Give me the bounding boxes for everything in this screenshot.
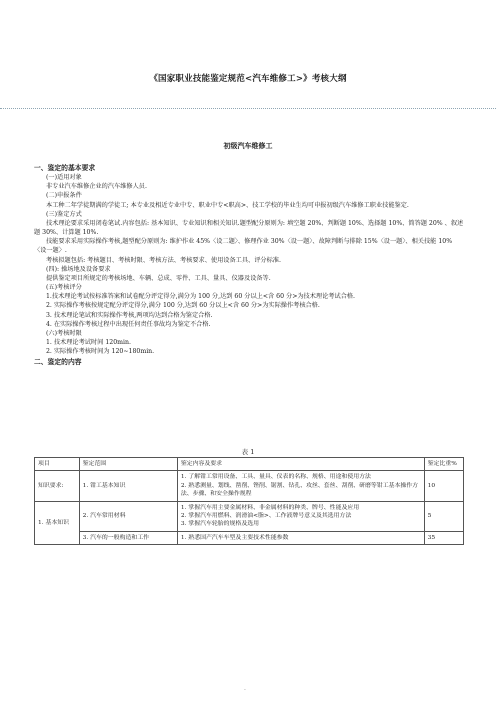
dotted-divider [0,108,496,109]
paragraph-application: 本工种二年学徒期满的学徒工; 本专业及相近专业中专、职业中专<职高>、技工学校的毕业生均可申报初级汽车维修工职业技能鉴定. [46,201,409,209]
paragraph-venue: 提供鉴定项目所规定的考核场地、车辆、总成、零件、工具、量具、仪器及设备等. [46,274,271,282]
subheading-time-limit: (六)考核时限 [46,329,82,337]
cell-scope: 2. 汽车常用材料 [79,501,177,531]
paragraph-skill-exam: 技能要求采用实际操作考核,题型配分原则为: 维护作业 45%〈设二题〉、修理作业 30%〈设一题〉、故障判断与排除 15%〈设一题〉、相关技能 10%〈设一题〉. [34,238,453,255]
paragraph-exam-items: 考核拟题包括: 考核题目、考核时限、考核方法、考核要求、使用设备工具、评分标准. [46,256,281,264]
scoring-item-4: 4. 在实际操作考核过程中出现任何责任事故均为鉴定不合格. [46,320,211,328]
paragraph-theory-exam: 技术理论要求采用闭卷笔试.内容包括: 基本知识、专业知识和相关知识.题型配分原则为: 填空题 20%、判断题 10%、选择题 10%、简答题 20% 、叙述题 30%、计算题 10%. [34,219,464,237]
subheading-scoring: (五)考核评分 [46,284,82,292]
table-row [35,531,464,544]
assessment-table [34,457,464,545]
cell-scope: 1. 钳工基本知识 [79,471,177,501]
table-row [35,501,464,531]
cell-content [177,531,424,544]
content-line: 2. 掌握汽车用燃料、润滑油<脂>、工作液牌号意义及其选用方法 [180,512,352,519]
paragraph-target: 非专业汽车维修企业的汽车维修人员. [46,183,147,191]
cell-weight: 35 [424,531,463,544]
subheading-method: (三)鉴定方式 [46,210,82,218]
content-line: 1. 熟悉国产汽车车型及主要技术性能参数 [180,534,289,541]
scoring-item-3: 3. 技术理论笔试和实际操作考核,两项均达到合格为鉴定合格. [46,311,213,319]
content-line: 1. 掌握汽车用主要金属材料、非金属材料的种类、牌号、性能及应用 [180,504,360,511]
document-body [34,163,464,368]
cell-project: 知识要求: [35,471,80,501]
cell-content [177,501,424,531]
content-line: 1. 了解钳工常用设备、工具、量具、仪表的名称、规格、用途和使用方法 [180,474,371,481]
time-limit-item-2: 2. 实际操作考核时间为 120~180min. [46,348,155,356]
page-marker: . [244,685,246,692]
cell-content [177,471,424,501]
content-line: 2. 熟悉测量、划线、凿削、锉削、锯割、钻孔、攻丝、套丝、刮削、研磨等钳工基本操作方法、步骤、和安全操作规程 [180,482,419,498]
cell-project: 1. 基本知识 [35,501,80,545]
header-weight: 鉴定比重% [424,458,463,471]
scoring-item-1: 1.技术理论考试按标准答案和试卷配分评定得分,满分为 100 分,达到 60 分以上<含 60 分>为技术理论考试合格. [46,293,356,301]
header-scope: 鉴定范围 [79,458,177,471]
cell-scope: 3. 汽车的一般构造和工作 [79,531,177,544]
section-heading-content: 二、鉴定的内容 [34,358,82,367]
subheading-target: (一)适用对象 [46,174,82,182]
scoring-item-2: 2. 实际操作考核按规定配分评定得分,满分 100 分,达到 60 分以上<含 60 分>为实际操作考核合格. [46,302,320,310]
section-heading-basic-requirements: 一、鉴定的基本要求 [34,164,96,172]
table-header-row [35,458,464,471]
content-line: 3. 掌握汽车轮胎的规格及选用 [180,521,259,528]
document-subtitle: 初级汽车维修工 [223,141,273,150]
header-content: 鉴定内容及要求 [177,458,424,471]
document-title: 《国家职业技能鉴定规范<汽车维修工>》考核大纲 [149,74,347,84]
time-limit-item-1: 1. 技术理论考试时间 120min. [46,339,131,347]
subheading-application: (二)申报条件 [46,192,82,200]
table-row [35,471,464,501]
header-project: 项目 [35,458,80,471]
cell-weight: 10 [424,471,463,501]
table-caption: 表 1 [241,448,255,456]
cell-weight: 5 [424,501,463,531]
subheading-venue: (四): 操场地及设备要求 [46,265,111,273]
